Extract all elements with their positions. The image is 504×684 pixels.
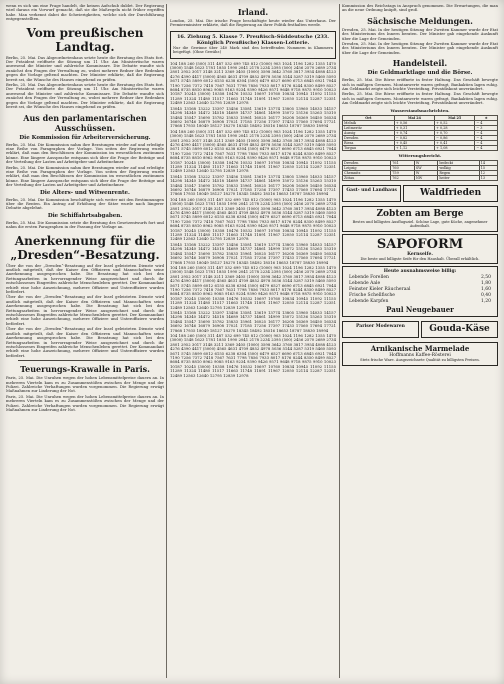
ad-text: Die beste und billigste Seife für den Haushalt. Überall erhältlich.	[360, 257, 480, 261]
article-text: Paris, 25. Mai. Die Unruhen wegen der hohen Lebensmittelpreise dauern an. In mehreren Vierteln kam es zu Zusammenstößen zwischen der Menge und der Polizei. Zahlreiche Verhaftungen wurden vorgenommen. Die Regierung erwägt Maßnahmen zur Linderung der Not.	[6, 393, 164, 412]
table-cell: Zittau	[343, 175, 391, 180]
table-cell: Riesa	[343, 140, 395, 145]
table-cell: Leitmeritz	[343, 125, 395, 130]
headline-meldungen: Sächsische Meldungen.	[367, 15, 473, 26]
ad-heading: Gast- und Landhaus	[346, 187, 397, 193]
price-value: 1,60	[480, 286, 491, 292]
ad-row	[342, 183, 498, 204]
table-cell: 762	[391, 175, 415, 180]
article-text: Berlin, 25. Mai. Die Kommission nahm ihre Beratungen wieder auf und erledigte eine Reihe von Paragraphen der Vorlage. Von seiten der Regierung wurde erklärt, daß man den Beschlüssen der Kommission im wesentlichen zustimmen könne. Eine längere Aussprache entspann sich über die Frage der Beiträge und der Verteilung der Lasten auf Arbeitgeber und Arbeitnehmer.	[6, 164, 164, 188]
ad-text: Stets frische Ware. Ausgezeichnete Qualität zu billigsten Preisen.	[360, 358, 480, 363]
ad-marmelade	[342, 342, 498, 366]
lottery-title: 16. Ziehung 5. Klasse 7. Preußisch-Süddeutsche (233. Königlich Preußische) Klassen-Lotterie.	[176, 33, 330, 46]
table-cell: W	[414, 160, 437, 165]
table-cell: Melnik	[343, 120, 395, 125]
article-text: Berlin, 25. Mai. Die Kommission nahm ihre Beratungen wieder auf und erledigte eine Reihe von Paragraphen der Vorlage. Von seiten der Regierung wurde erklärt, daß man den Beschlüssen der Kommission im wesentlichen zustimmen könne. Eine längere Aussprache entspann sich über die Frage der Beiträge und der Verteilung der Lasten auf Arbeitgeber und Arbeitnehmer.	[6, 141, 164, 165]
table-cell: Regen	[438, 170, 479, 175]
table-cell: Leipzig	[343, 165, 391, 170]
article-text: Berlin, 25. Mai. Die Kommission beschäftigte sich weiter mit den Bestimmungen über die Renten. Ein Antrag auf Erhöhung der Sätze wurde nach längerer Debatte abgelehnt.	[6, 196, 164, 211]
article-text: Dresden, 25. Mai. In der heutigen Sitzung der Zweiten Kammer wurde der Etat des Ministeriums des Innern beraten. Der Minister gab eingehende Auskunft über die Lage der Gemeinden.	[342, 41, 498, 55]
price-value: 1,80	[480, 280, 491, 286]
lottery-numbers: 104 188 260 (500) 311 487 532 699 745 812 (1000) 903 1024 1196 1282 1355 1470 (3000) 1548 1623 1781 1855 1990 2041 2178 2234 2395 (500) 2456 2570 2689 2734 2801 2952 3017 3148 3211 3369 3405 (1000) 3598 3642 3760 3817 3954 4088 4123 4276 4390 4417 (5000) 4565 4631 4709 4852 4978 5036 5144 5287 5319 5460 5593 5671 5745 5899 6012 6155 6238 6304 (500) 6479 6527 6690 6713 6845 6921 7044 7190 7256 7372 7418 7567 7631 7798 7856 7933 8017 8176 8244 8350 8499 8527 8684 8735 8810 8962 9085 9163 9234 9390 9426 9571 9648 9718 9875 9910 10023 10187 10245 (3000) 10358 10476 10532 10697 10760 10834 10945 11092 11155 11289 11324 11480 11517 11663 11748 11891 11967 12050 12114 12287 12351 12489 12563 12640 12795 12839 12978	[170, 196, 336, 242]
lottery-numbers: 104 188 260 (500) 311 487 532 699 745 812 (1000) 903 1024 1196 1282 1355 1470 (3000) 1548 1623 1781 1855 1990 2041 2178 2234 2395 (500) 2456 2570 2689 2734 2801 2952 3017 3148 3211 3369 3405 (1000) 3598 3642 3760 3817 3954 4088 4123 4276 4390 4417 (5000) 4565 4631 4709 4852 4978 5036 5144 5287 5319 5460 5593 5671 5745 5899 6012 6155 6238 6304 (500) 6479 6527 6690 6713 6845 6921 7044 7190 7256 7372 7418 7567 7631 7798 7856 7933 8017 8176 8244 8350 8499 8527 8684 8735 8810 8962 9085 9163 9234 9390 9426 9571 9648 9718 9875 9910 10023 10187 10245 (3000) 10358 10476 10532 10697 10760 10834 10945 11092 11155 11289 11324 11480 11517 11663 11748 11891 11967 12050 12114 12287 12351 12489 12563 12640 12795 12839 12978	[170, 128, 336, 174]
table-cell: NW	[414, 175, 437, 180]
table-cell: SW	[414, 165, 437, 170]
table-cell: − 4	[475, 120, 498, 125]
price-item: Lebende Aale	[349, 280, 381, 286]
table-row	[343, 145, 498, 150]
ad-gouda	[421, 321, 498, 338]
table-title: Witterungsbericht.	[398, 152, 442, 158]
ad-heading: Arnikanische Marmelade	[370, 343, 470, 353]
lottery-numbers: 104 188 260 (500) 311 487 532 699 745 812 (1000) 903 1024 1196 1282 1355 1470 (3000) 1548 1623 1781 1855 1990 2041 2178 2234 2395 (500) 2456 2570 2689 2734 2801 2952 3017 3148 3211 3369 3405 (1000) 3598 3642 3760 3817 3954 4088 4123 4276 4390 4417 (5000) 4565 4631 4709 4852 4978 5036 5144 5287 5319 5460 5593 5671 5745 5899 6012 6155 6238 6304 (500) 6479 6527 6690 6713 6845 6921 7044 7190 7256 7372 7418 7567 7631 7798 7856 7933 8017 8176 8244 8350 8499 8527 8684 8735 8810 8962 9085 9163 9234 9390 9426 9571 9648 9718 9875 9910 10023 10187 10245 (3000) 10358 10476 10532 10697 10760 10834 10945 11092 11155 11289 11324 11480 11517 11663 11748 11891 11967 12050 12114 12287 12351 12489 12563 12640 12795 12839 12978	[170, 60, 336, 106]
table-cell: + 1,12	[394, 145, 434, 150]
table-cell: − 0,86	[435, 135, 475, 140]
article-text: Über die von der „Dresden“-Besatzung auf der Insel geleisteten Dienste wird amtlich mitgeteilt, daß der Kaiser den Offizieren und Mannschaften seine Anerkennung ausgesprochen habe. Die Besatzung hat sich bei den Rettungsarbeiten in hervorragender Weise ausgezeichnet und durch ihr entschlossenes Eingreifen zahlreiche Menschenleben gerettet. Der Kommandant erhielt eine hohe Auszeichnung, mehrere Offiziere und Unteroffiziere wurden befördert.	[6, 326, 164, 358]
table-cell: Torgau	[343, 145, 395, 150]
ad-fish-prices	[342, 266, 498, 317]
subheadline: Die Geldmarktlage und die Börse.	[367, 70, 473, 77]
ad-heading: SAPOFORM	[376, 236, 464, 252]
ad-heading: Gouda-Käse	[429, 323, 490, 334]
headline-irland: Irland.	[237, 7, 269, 17]
table-cell: 759	[391, 170, 415, 175]
lottery-numbers: 104 188 260 (500) 311 487 532 699 745 812 (1000) 903 1024 1196 1282 1355 1470 (3000) 1548 1623 1781 1855 1990 2041 2178 2234 2395 (500) 2456 2570 2689 2734 2801 2952 3017 3148 3211 3369 3405 (1000) 3598 3642 3760 3817 3954 4088 4123 4276 4390 4417 (5000) 4565 4631 4709 4852 4978 5036 5144 5287 5319 5460 5593 5671 5745 5899 6012 6155 6238 6304 (500) 6479 6527 6690 6713 6845 6921 7044 7190 7256 7372 7418 7567 7631 7798 7856 7933 8017 8176 8244 8350 8499 8527 8684 8735 8810 8962 9085 9163 9234 9390 9426 9571 9648 9718 9875 9910 10023 10187 10245 (3000) 10358 10476 10532 10697 10760 10834 10945 11092 11155 11289 11324 11480 11517 11663 11748 11891 11967 12050 12114 12287 12351 12489 12563 12640 12795 12839 12978	[170, 264, 336, 310]
table-cell: wolkig	[438, 165, 479, 170]
divider	[18, 360, 152, 361]
price-value: 2,50	[480, 274, 491, 280]
article-text: Kommission des Reichstags in Anspruch genommen. Die Erwartungen, die man an die neue Ordnung knüpft, sind groß.	[342, 4, 498, 13]
lottery-numbers: 13045 13168 13222 13397 13456 13581 13619 13774 13805 13960 14033 14157 14298 14340 14472 14518 14689 14737 14861 14999 15072 15136 15263 15310 15484 15547 15690 15782 15833 15961 16025 16177 16208 16369 16450 16534 16692 16746 16879 16908 17021 17185 17256 17397 17433 17560 17694 17721 17868 17935 18049 18127 18270 18345 18492 18516 18653 18787 18830 18994	[170, 309, 336, 333]
table-cell: 761	[391, 160, 415, 165]
headline-paris: Teuerungs-Krawalle in Paris.	[20, 364, 150, 375]
ad-heading: Pariser Modewaren	[356, 323, 405, 329]
table-cell: Dresden	[343, 160, 391, 165]
ad-row	[342, 319, 498, 340]
article-text: Berlin, 25. Mai. Das Abgeordnetenhaus setzte heute die Beratung des Etats fort. Der Präsident eröffnete die Sitzung um 11 Uhr. Am Ministertische waren anwesend die Minister und zahlreiche Kommissare. Die Debatte wandte sich zunächst den Fragen der Verwaltung zu, wobei mehrere Redner ihre Bedenken gegen die Vorlage geltend machten. Der Minister erklärte, daß die Regierung bereit sei, die Wünsche des Hauses eingehend zu prüfen.	[6, 54, 164, 82]
price-value: 1,20	[480, 298, 491, 304]
table-title: Wasserstandsnachrichten.	[390, 107, 450, 113]
article-text: Über die von der „Dresden“-Besatzung auf der Insel geleisteten Dienste wird amtlich mitgeteilt, daß der Kaiser den Offizieren und Mannschaften seine Anerkennung ausgesprochen habe. Die Besatzung hat sich bei den Rettungsarbeiten in hervorragender Weise ausgezeichnet und durch ihr entschlossenes Eingreifen zahlreiche Menschenleben gerettet. Der Kommandant erhielt eine hohe Auszeichnung, mehrere Offiziere und Unteroffiziere wurden befördert.	[6, 262, 164, 295]
table-cell: W	[414, 170, 437, 175]
table-cell: + 0,74	[394, 130, 434, 135]
ad-subheading: Hoffmanns Kaffee-Rösterei	[389, 352, 451, 358]
table-cell: 14	[479, 160, 497, 165]
table-cell: + 0,56	[394, 120, 434, 125]
table-cell: 13	[479, 175, 497, 180]
lottery-note: Nur die Gewinne über 240 Mark sind den betreffenden Nummern in Klammern beigefügt. (Ohne Gewähr.)	[173, 45, 333, 55]
table-cell: Chemnitz	[343, 170, 391, 175]
table-row	[343, 175, 498, 180]
table-cell: − 3	[475, 125, 498, 130]
lottery-numbers: 13045 13168 13222 13397 13456 13581 13619 13774 13805 13960 14033 14157 14298 14340 14472 14518 14689 14737 14861 14999 15072 15136 15263 15310 15484 15547 15690 15782 15833 15961 16025 16177 16208 16369 16450 16534 16692 16746 16879 16908 17021 17185 17256 17397 17433 17560 17694 17721 17868 17935 18049 18127 18270 18345 18492 18516 18653 18787 18830 18994	[170, 173, 336, 197]
table-cell: 760	[391, 165, 415, 170]
table-cell: + 0,31	[394, 125, 434, 130]
article-text: Paris, 25. Mai. Die Unruhen wegen der hohen Lebensmittelpreise dauern an. In mehreren Vierteln kam es zu Zusammenstößen zwischen der Menge und der Polizei. Zahlreiche Verhaftungen wurden vorgenommen. Die Regierung erwägt Maßnahmen zur Linderung der Not.	[6, 375, 164, 394]
price-item: Feinster Kieler Räucheraal	[349, 286, 411, 292]
table-cell: Aussig	[343, 130, 395, 135]
headline-dresden: Anerkennung für die „Dresden“-Besatzung.	[10, 233, 160, 262]
price-item: Lebende Forellen	[349, 274, 389, 280]
table-header: ±	[475, 115, 498, 120]
subheadline: Die Schiffahrtsabgaben.	[47, 212, 123, 219]
article-text: Dresden, 25. Mai. In der heutigen Sitzung der Zweiten Kammer wurde der Etat des Ministeriums des Innern beraten. Der Minister gab eingehende Auskunft über die Lage der Gemeinden.	[342, 26, 498, 41]
price-item: Frische Schellfische	[349, 292, 395, 298]
table-cell: − 4	[475, 140, 498, 145]
table-cell: 12	[479, 170, 497, 175]
table-cell: + 1,08	[435, 145, 475, 150]
ad-modewaren	[342, 321, 419, 338]
headline-landtag: Vom preußischen Landtag.	[26, 25, 144, 54]
article-text: wenn es sich um eine Frage handelt, die keinen Aufschub duldet. Der Regierung wird daraus ein Vorwurf gemacht, daß sie die Maßregeln nicht früher ergriffen habe. Man verkennt dabei die Schwierigkeiten, welche sich der Durchführung entgegenstellten.	[6, 4, 164, 22]
price-item: Lebende Karpfen	[349, 298, 389, 304]
ad-gasthaus	[342, 185, 401, 202]
article-text: Berlin, 25. Mai. Die Börse eröffnete in fester Haltung. Das Geschäft bewegte sich in mäßigen Grenzen. Montanwerte waren gefragt, Bankaktien lagen ruhig. Am Geldmarkt zeigte sich leichte Versteifung, Privatdiskont unverändert.	[342, 77, 498, 92]
column-rule	[339, 4, 340, 678]
ad-text: Bestes und billigstes Ausflugsziel. Schöne Lage, gute Küche, angenehmer Aufenthalt.	[352, 219, 488, 229]
column-rule	[166, 4, 167, 678]
table-cell: − 4	[475, 135, 498, 140]
column-middle	[170, 4, 336, 678]
weather-table	[342, 160, 498, 181]
lottery-numbers: 13045 13168 13222 13397 13456 13581 13619 13774 13805 13960 14033 14157 14298 14340 14472 14518 14689 14737 14861 14999 15072 15136 15263 15310 15484 15547 15690 15782 15833 15961 16025 16177 16208 16369 16450 16534 16692 16746 16879 16908 17021 17185 17256 17397 17433 17560 17694 17721 17868 17935 18049 18127 18270 18345 18492 18516 18653 18787 18830 18994	[170, 241, 336, 265]
table-cell: − 4	[475, 130, 498, 135]
table-cell: 15	[479, 165, 497, 170]
ad-sapoform	[342, 234, 498, 265]
subheadline: Die Kommission für Arbeiterversicherung.	[19, 134, 151, 141]
table-cell: − 0,82	[394, 135, 434, 140]
column-left	[6, 4, 164, 678]
price-value: 0,40	[480, 292, 491, 298]
ad-waldfrieden	[403, 185, 498, 202]
article-text: Berlin, 25. Mai. Das Abgeordnetenhaus setzte heute die Beratung des Etats fort. Der Präsident eröffnete die Sitzung um 11 Uhr. Am Ministertische waren anwesend die Minister und zahlreiche Kommissare. Die Debatte wandte sich zunächst den Fragen der Verwaltung zu, wobei mehrere Redner ihre Bedenken gegen die Vorlage geltend machten. Der Minister erklärte, daß die Regierung bereit sei, die Wünsche des Hauses eingehend zu prüfen.	[6, 82, 164, 110]
lottery-numbers: 104 188 260 (500) 311 487 532 699 745 812 (1000) 903 1024 1196 1282 1355 1470 (3000) 1548 1623 1781 1855 1990 2041 2178 2234 2395 (500) 2456 2570 2689 2734 2801 2952 3017 3148 3211 3369 3405 (1000) 3598 3642 3760 3817 3954 4088 4123 4276 4390 4417 (5000) 4565 4631 4709 4852 4978 5036 5144 5287 5319 5460 5593 5671 5745 5899 6012 6155 6238 6304 (500) 6479 6527 6690 6713 6845 6921 7044 7190 7256 7372 7418 7567 7631 7798 7856 7933 8017 8176 8244 8350 8499 8527 8684 8735 8810 8962 9085 9163 9234 9390 9426 9571 9648 9718 9875 9910 10023 10187 10245 (3000) 10358 10476 10532 10697 10760 10834 10945 11092 11155 11289 11324 11480 11517 11663 11748 11891 11967 12050 12114 12287 12351 12489 12563 12640 12795 12839 12978	[170, 333, 336, 378]
ad-heading: Zobten am Berge	[376, 208, 464, 219]
table-cell: + 0,52	[435, 120, 475, 125]
table-cell: − 4	[475, 145, 498, 150]
ad-subheading: Kernseife.	[407, 251, 433, 257]
ad-zobten	[342, 206, 498, 232]
table-header: Mai 24	[394, 115, 434, 120]
article-text: Über die von der „Dresden“-Besatzung auf der Insel geleisteten Dienste wird amtlich mitgeteilt, daß der Kaiser den Offizieren und Mannschaften seine Anerkennung ausgesprochen habe. Die Besatzung hat sich bei den Rettungsarbeiten in hervorragender Weise ausgezeichnet und durch ihr entschlossenes Eingreifen zahlreiche Menschenleben gerettet. Der Kommandant erhielt eine hohe Auszeichnung, mehrere Offiziere und Unteroffiziere wurden befördert.	[6, 294, 164, 326]
column-right	[342, 4, 498, 678]
table-cell: Dresden	[343, 135, 395, 140]
table-cell: + 0,45	[394, 140, 434, 145]
table-header: Mai 25	[435, 115, 475, 120]
ad-heading: Waldfrieden	[420, 187, 482, 198]
table-cell: bedeckt	[438, 160, 479, 165]
article-text: Berlin, 25. Mai. Die Börse eröffnete in fester Haltung. Das Geschäft bewegte sich in mäßigen Grenzen. Montanwerte waren gefragt, Bankaktien lagen ruhig. Am Geldmarkt zeigte sich leichte Versteifung, Privatdiskont unverändert.	[342, 91, 498, 106]
ad-heading: Heute ausnahmsweise billig:	[383, 269, 457, 275]
headline-handelsteil: Handelsteil.	[392, 58, 448, 69]
table-cell: heiter	[438, 175, 479, 180]
ad-signature: Paul Neugebauer	[386, 304, 454, 314]
subheadline: Die Alters- und Witwenrente.	[40, 189, 130, 196]
water-level-table	[342, 115, 498, 151]
table-cell: + 0,41	[435, 140, 475, 145]
article-text: Berlin, 25. Mai. Die Kommission setzte die Beratung des Gesetzentwurfs fort und nahm die ersten Paragraphen in der Fassung der Vorlage an.	[6, 219, 164, 230]
table-cell: + 0,70	[435, 130, 475, 135]
table-cell: + 0,28	[435, 125, 475, 130]
article-text: London, 25. Mai. Die irische Frage beschäftigte heute wieder das Unterhaus. Der Premierminister erklärte, daß die Regierung an ihrer Politik festhalten werde.	[170, 18, 336, 28]
table-header: Ort	[343, 115, 395, 120]
headline-ausschuesse: Aus den parlamentarischen Ausschüssen.	[23, 112, 147, 133]
lottery-box	[170, 31, 336, 59]
lottery-numbers: 13045 13168 13222 13397 13456 13581 13619 13774 13805 13960 14033 14157 14298 14340 14472 14518 14689 14737 14861 14999 15072 15136 15263 15310 15484 15547 15690 15782 15833 15961 16025 16177 16208 16369 16450 16534 16692 16746 16879 16908 17021 17185 17256 17397 17433 17560 17694 17721 17868 17935 18049 18127 18270 18345 18492 18516 18653 18787 18830 18994	[170, 105, 336, 129]
